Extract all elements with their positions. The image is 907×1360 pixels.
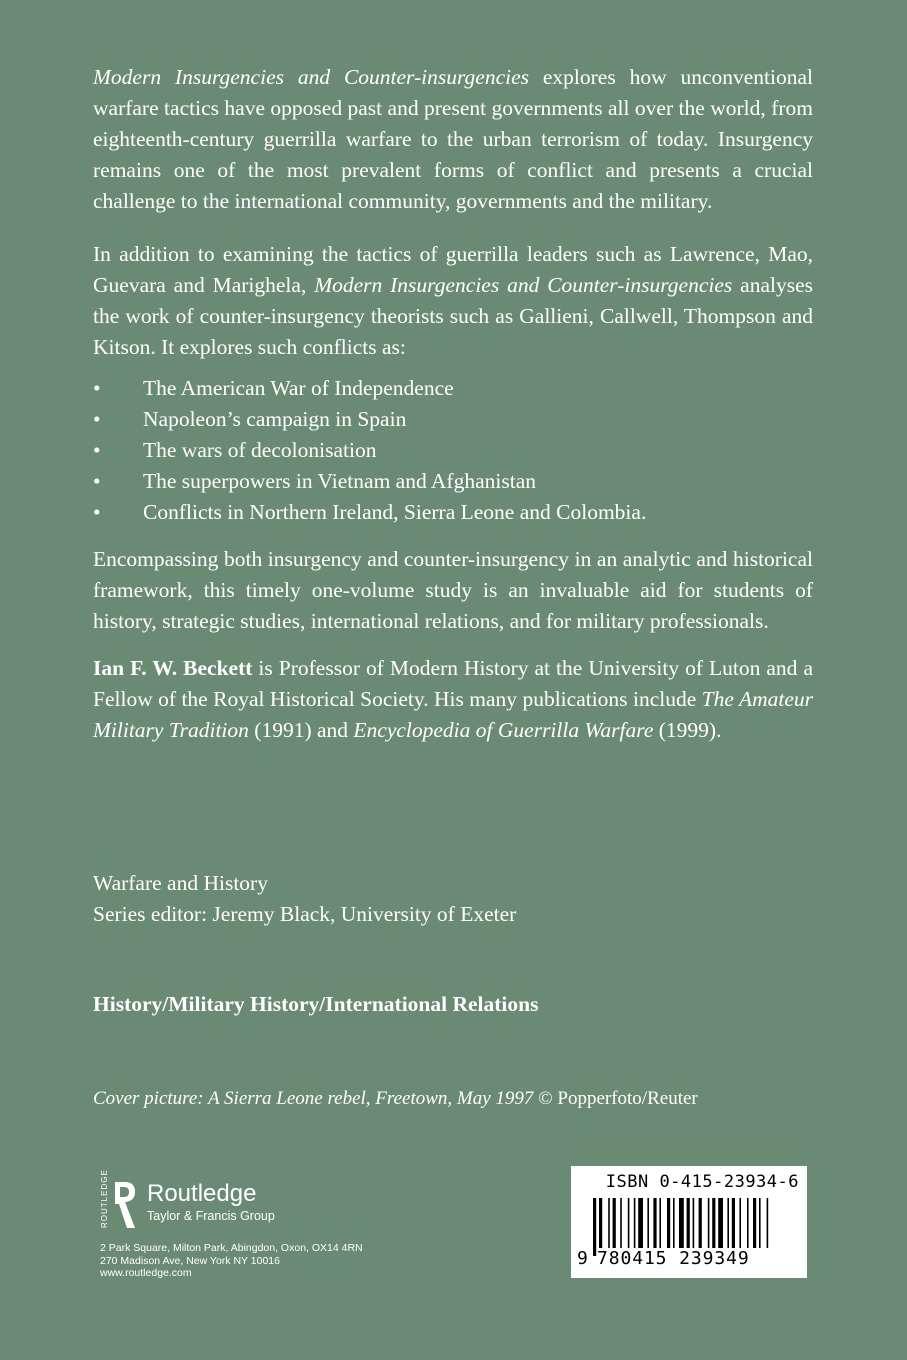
barcode-bar (628, 1198, 630, 1248)
blurb-paragraph-2: In addition to examining the tactics of guerrilla leaders such as Lawrence, Mao, Guevara and Marighela, Modern Insurgencies and Counter-insurgencies analyses the work of counter-insurgency theorists such as Gallieni, Callwell, Thompson and Kitson. It explores such conflicts as: (93, 242, 813, 359)
barcode-bar (739, 1198, 741, 1248)
list-item: • The wars of decolonisation (93, 435, 813, 466)
barcode-bar (699, 1198, 702, 1248)
cover-credit: Cover picture: A Sierra Leone rebel, Freetown, May 1997 © Popperfoto/Reuter (93, 1088, 698, 1109)
barcode-bar (747, 1198, 749, 1248)
blurb-paragraph-3: Encompassing both insurgency and counter-insurgency in an analytic and historical framework, this timely one-volume study is an invaluable aid for students of history, strategic studies, international relations, and for military professionals. (93, 547, 813, 633)
publication-title: Encyclopedia of Guerrilla Warfare (353, 718, 654, 742)
series-info (93, 868, 516, 930)
barcode-bar (727, 1198, 729, 1248)
barcode-bar (653, 1198, 656, 1248)
bullet-icon: • (93, 376, 101, 400)
isbn-label: ISBN 0-415-23934-6 (605, 1172, 799, 1192)
conflicts-list (93, 373, 813, 528)
publisher-block (100, 1169, 363, 1280)
logo-vertical-text: ROUTLEDGE (100, 1169, 109, 1228)
list-item: • Conflicts in Northern Ireland, Sierra Leone and Colombia. (93, 497, 813, 528)
bullet-icon: • (93, 469, 101, 493)
list-item: • The superpowers in Vietnam and Afghanistan (93, 466, 813, 497)
barcode-bar (712, 1198, 715, 1248)
publisher-group: Taylor & Francis Group (147, 1209, 275, 1223)
barcode-bar (613, 1198, 616, 1248)
barcode-bar (718, 1198, 723, 1248)
barcode-bar (620, 1198, 622, 1248)
barcode-bar (673, 1198, 675, 1248)
series-name: Warfare and History (93, 871, 268, 895)
blurb-paragraph-1: Modern Insurgencies and Counter-insurgencies explores how unconventional warfare tactics have opposed past and present governments all over the world, from eighteenth-century guerrilla warfare to the urban terrorism of today. Insurgency remains one of the most prevalent forms of conflict and presents a crucial challenge to the international community, governments and the military. (93, 65, 813, 213)
book-title: Modern Insurgencies and Counter-insurgencies (93, 65, 530, 89)
barcode-bar (759, 1198, 761, 1248)
barcode-bar (708, 1198, 710, 1248)
barcode-bar (593, 1198, 596, 1256)
bullet-icon: • (93, 407, 101, 431)
barcode-bar (659, 1198, 661, 1248)
publisher-name: Routledge (147, 1180, 257, 1207)
barcode-bar (693, 1198, 695, 1248)
series-editor: Series editor: Jeremy Black, University of Exeter (93, 902, 517, 926)
barcode-bar (634, 1198, 636, 1248)
author-bio: Ian F. W. Beckett is Professor of Modern History at the University of Luton and a Fellow of the Royal Historical Society. His many publications include The Amateur Military Tradition (1991) and Encyclopedia of Guerrilla Warfare (1999). (93, 656, 813, 742)
ean-digits: 780415 239349 (597, 1248, 807, 1269)
barcode-bar (608, 1198, 610, 1248)
list-item: • The American War of Independence (93, 373, 813, 404)
barcode-bar (732, 1198, 735, 1248)
publisher-address: 2 Park Square, Milton Park, Abingdon, Oxon, OX14 4RN 270 Madison Ave, New York NY 10016 www.routledge.com (100, 1242, 363, 1279)
publication-title: The Amateur Military Tradition (93, 687, 813, 742)
barcode-bar (638, 1198, 643, 1248)
publisher-logo (100, 1169, 363, 1230)
barcode-bar (667, 1198, 670, 1248)
ean-first-digit: 9 (577, 1248, 588, 1269)
routledge-logo-icon (111, 1180, 137, 1230)
barcode-bar (753, 1198, 756, 1248)
book-title: Modern Insurgencies and Counter-insurgencies (314, 273, 733, 297)
bullet-icon: • (93, 438, 101, 462)
bullet-icon: • (93, 500, 101, 524)
author-name: Ian F. W. Beckett (93, 656, 253, 680)
list-item: • Napoleon’s campaign in Spain (93, 404, 813, 435)
subject-category: History/Military History/International Relations (93, 992, 539, 1016)
barcode-bar (647, 1198, 649, 1248)
back-cover-blurb (93, 62, 813, 746)
isbn-barcode (571, 1166, 807, 1278)
